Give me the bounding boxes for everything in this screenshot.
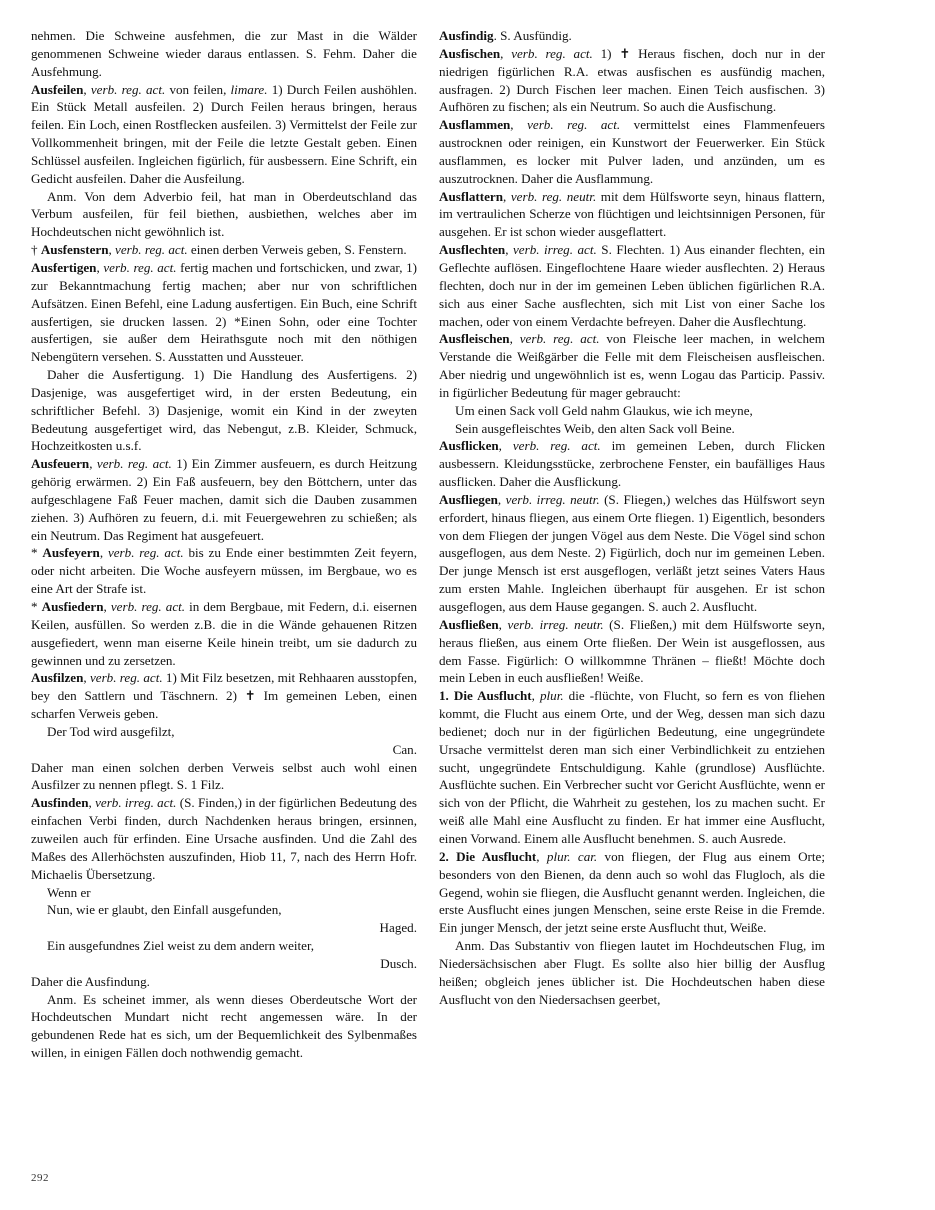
headword: Ausfinden <box>31 795 89 811</box>
entry-marker: * <box>31 599 42 614</box>
entry-text: vermittelst eines Flammenfeuers austrocknen oder reinigen, ein Kunstwort der Feuerwerker. Ein Stück ausflammen, es locker mit Pulver laden, und anzünden, um es auszutrocknen. Daher die Ausflammung. <box>439 117 825 186</box>
entry-text: , <box>503 188 511 204</box>
entry-text: , <box>498 438 513 454</box>
right-column <box>439 27 825 1008</box>
entry-text: , <box>505 242 513 258</box>
entry-text: , <box>96 259 104 275</box>
headword: Ausfeuern <box>31 456 90 472</box>
headword: Ausflechten <box>439 242 506 258</box>
entry-text: , <box>89 456 97 472</box>
dictionary-entry <box>439 330 825 401</box>
headword: Ausflattern <box>439 188 504 204</box>
verse-source: Dusch. <box>380 955 417 971</box>
grammar-label: verb. irreg. neutr. <box>507 616 604 632</box>
headword: Ausflammen <box>439 117 511 133</box>
dictionary-entry <box>439 188 825 242</box>
annotation-paragraph: Daher die Ausfertigung. 1) Die Handlung des Ausfertigens. 2) Dasjenige, was ausgefertiget wird, in der ersten Bedeutung, ein schriftlicher Befehl. 3) Dasjenige, womit ein Kind in der zweyten Bedeutung ausgefertiget wird, das Nebengut, z.B. Kleider, Schmuck, Hochzeitkosten u.s.f. <box>31 367 417 454</box>
entry-text: (S. Finden,) in der figürlichen Bedeutung des einfachen Verbi finden, durch Nachdenken heraus bringen, ersinnen, zuweilen auch für erfinden. Eine Ursache ausfinden. Und die Zahl des Maßes des Allerhöchsten auszufinden, Hiob 11, 7, nach des Herrn Hofr. Michaelis Übersetzung. <box>31 795 418 882</box>
grammar-label: verb. reg. act. <box>511 45 593 61</box>
entry-text: in dem Bergbaue, mit Federn, d.i. eisernen Keilen, ausfüllen. So werden z.B. die in die Wände gehauenen Ritzen ausgefiedert, wenn man eiserne Keile hinein treibt, um sie dadurch zu gewinnen und zu zersetzen. <box>31 599 418 668</box>
entry-text: , <box>498 616 508 632</box>
dictionary-entry <box>31 259 417 366</box>
grammar-label: verb. reg. act. <box>512 438 601 454</box>
entry-text: S. Flechten. 1) Aus einander flechten, ein Geflechte auflösen. Eingeflochtene Haare wieder ausflechten. 2) Heraus flechten, doch nur in der im gemeinen Leben üblichen figürlichen R.A. sich aus einer Sache ausflechten, sich mit List von einer Sache los machen, oder von einem Verdachte befreyen. Daher die Ausflechtung. <box>439 242 825 329</box>
entry-text: fertig machen und fortschicken, und zwar, 1) zur Bekanntmachung fertig machen; aber nur von schriftlichen Aufsätzen. Einen Befehl, eine Ladung ausfertigen. Ein Buch, eine Schrift ausfertigen, sie drucken lassen. 2) *Einen Sohn, oder eine Tochter ausfertigen, sie außer dem Heirathsgute noch mit den nöthigen Nebengütern versehen. S. Ausstatten und Aussteuer. <box>31 259 417 365</box>
grammar-label: verb. reg. act. <box>527 117 621 133</box>
verse-line: Sein ausgefleischtes Weib, den alten Sack voll Beine. <box>455 420 735 436</box>
dictionary-entry <box>31 794 417 883</box>
entry-text: von Fleische leer machen, in welchem Verstande die Weißgärber die Felle mit dem Fleischeisen ausfleischen. Aber niedrig und ungewöhnlich ist es, wenn Logau das Particip. Passiv. in figürlicher Bedeutung für mager gebraucht: <box>439 331 825 400</box>
headword: Ausfließen <box>439 616 499 632</box>
entry-text: bis zu Ende einer bestimmten Zeit feyern, oder nicht arbeiten. Die Woche ausfeyern müssen, im Bergbaue, wo es eine Art der Strafe ist. <box>31 545 417 597</box>
text-paragraph: nehmen. Die Schweine ausfehmen, die zur Mast in die Wälder genommenen Schweine wieder daraus entlassen. S. Fehm. Daher die Ausfehmung. <box>31 28 417 79</box>
entry-text: , <box>83 81 91 97</box>
entry-text: einen derben Verweis geben, S. Fenstern. <box>187 242 407 258</box>
headword: Ausfliegen <box>439 491 498 507</box>
headword: Ausfeilen <box>31 81 84 97</box>
grammar-label: verb. irreg. act. <box>95 795 177 811</box>
grammar-label: verb. reg. act. <box>103 259 177 275</box>
grammar-label: verb. reg. neutr. <box>510 188 597 204</box>
page-number: 292 <box>31 1172 49 1184</box>
entry-text: , <box>510 117 528 133</box>
verse-source: Haged. <box>379 920 417 936</box>
verse-line: Der Tod wird ausgefilzt, <box>47 723 175 739</box>
grammar-label: verb. reg. act. <box>115 242 188 258</box>
dictionary-entry <box>439 491 825 616</box>
dictionary-entry <box>31 544 417 598</box>
entry-text: (S. Fließen,) mit dem Hülfsworte seyn, heraus fließen, aus einem Orte fließen. Der Wein ist ausgeflossen, aus dem Fasse. Figürlich: O willkommne Thränen – fließt! Möchte doch mein Leben in euch ausfließen! Weiße. <box>439 616 826 686</box>
grammar-label: verb. reg. act. <box>90 81 166 97</box>
dictionary-entry <box>439 27 825 45</box>
verse-line: Ein ausgefundnes Ziel weist zu dem andern weiter, <box>47 938 315 954</box>
entry-text: von feilen, <box>165 81 231 97</box>
entry-text: , <box>103 599 111 614</box>
left-column <box>31 27 417 1062</box>
text-paragraph: Daher die Ausfindung. <box>31 973 150 989</box>
entry-text: , <box>88 795 96 811</box>
headword: Ausfiedern <box>41 599 104 614</box>
text-paragraph: Daher man einen solchen derben Verweis selbst auch wohl einen Ausfilzer zu nennen pflegt. S. 1 Filz. <box>31 759 417 793</box>
entry-text: 1) ✝ Heraus fischen, doch nur in der niedrigen figürlichen R.A. etwas ausfischen es ausfündig machen, ausfragen. 2) Durch Fischen leer machen. Einen Teich ausfischen. 3) Aufhören zu fischen; als ein Neutrum. So auch die Ausfischung. <box>439 45 825 115</box>
entry-text: 1) Mit Filz besetzen, mit Rehhaaren ausstopfen, bey den Sattlern und Täschnern. 2) ✝ Im gemeinen Leben, einen scharfen Verweis geben. <box>31 670 418 722</box>
entry-text: die -flüchte, von Flucht, so fern es von fliehen kommt, die Flucht aus einem Orte, und der Weg, dessen man sich dazu bedienet; doch nur in der figürlichen Bedeutung, eine ungegründete Ursache vermittelst deren man sich einer Verbindlichkeit zu entziehen sucht, ungegründete Entschuldigung. Kahle (grundlose) Ausflüchte. Ausflüchte suchen. Ein Verbrecher sucht vor Gericht Ausflüchte, wenn er sich von der Pflicht, die Wahrheit zu gestehen, los zu machen sucht. Er weiß alle Mahl eine Ausflucht zu finden. Er hat immer eine Ausflucht, einen Vorwand. Einem alle Ausflucht benehmen. S. auch Ausrede. <box>439 688 825 846</box>
entry-text: . S. Ausfündig. <box>493 28 572 43</box>
latin-term: limare. <box>230 81 268 97</box>
grammar-label: verb. irreg. act. <box>512 242 597 258</box>
dictionary-entry <box>439 687 825 848</box>
headword: 1. Die Ausflucht <box>439 688 532 704</box>
entry-text: , <box>531 688 540 704</box>
headword: Ausfischen <box>439 45 501 61</box>
headword: Ausfleischen <box>439 331 510 347</box>
dictionary-entry <box>31 81 417 188</box>
grammar-label: plur. car. <box>546 848 598 864</box>
entry-text: , <box>99 545 108 561</box>
dictionary-entry <box>439 616 825 687</box>
entry-text: mit dem Hülfsworte seyn, hinaus flattern, im vertraulichen Scherze von flüchtigen und leichtsinnigen Personen, für ausgehen. Er ist schon wieder ausgeflattert. <box>439 188 826 240</box>
headword: Ausfilzen <box>31 670 84 686</box>
grammar-label: verb. reg. act. <box>110 599 186 614</box>
dictionary-entry <box>439 116 825 187</box>
entry-text: von fliegen, der Flug aus einem Orte; besonders von den Bienen, da denn auch so wohl das Flugloch, als die Gegend, wohin sie fliegen, die Ausflucht genannt werden. Ingleichen, die erste Ausflucht eines jungen Menschen, seine erste Reise in die Fremde. Ein junger Mensch, der jetzt seine erste Ausflucht thut, Weiße. <box>439 848 825 936</box>
dictionary-entry <box>31 669 417 723</box>
grammar-label: plur. <box>539 688 564 704</box>
dictionary-entry <box>31 598 417 669</box>
entry-text: 1) Ein Zimmer ausfeuern, es durch Heitzung gehörig erwärmen. 2) Ein Faß ausfeuern, bey den Böttchern, unter das aufgeschlagene Faß Feuer machen, damit sich die Dauben zusammen ziehen. 3) Aufhören zu feuern, d.i. mit Feuergewehren zu schießen; als ein Neutrum. Das Regiment hat ausgefeuert. <box>31 456 418 543</box>
verse-line: Nun, wie er glaubt, den Einfall ausgefunden, <box>47 902 282 918</box>
entry-text: , <box>497 491 506 507</box>
entry-text: , <box>536 848 547 864</box>
dictionary-entry <box>439 241 825 330</box>
dictionary-entry <box>31 455 417 544</box>
dictionary-entry <box>439 437 825 491</box>
grammar-label: verb. reg. act. <box>89 670 163 686</box>
headword: Ausflicken <box>439 438 499 454</box>
dictionary-entry <box>439 45 825 116</box>
annotation-paragraph: Anm. Es scheinet immer, als wenn dieses Oberdeutsche Wort der Hochdeutschen Mundart nicht recht angemessen wäre. In der gebundenen Rede hat es sich, um der Bequemlichkeit des Sylbenmaßes willen, in einigen Fällen doch nothwendig gemacht. <box>31 991 417 1061</box>
headword: Ausfindig <box>439 28 494 43</box>
grammar-label: verb. irreg. neutr. <box>505 491 600 507</box>
verse-line: Wenn er <box>47 884 91 900</box>
dictionary-entry <box>439 848 825 937</box>
entry-text: 1) Durch Feilen aushöhlen. Ein Stück Metall ausfeilen. 2) Durch Feilen heraus bringen, heraus feilen. Ein Loch, einen Rostflecken ausfeilen. 3) Vermittelst der Feile zur Vollkommenheit bringen, mit der Feile die letzte Gestalt geben. Einen Schlüssel ausfeilen. Ingleichen figürlich, für ausbessern. Eine Schrift, ein Gedicht ausfeilen. Daher die Ausfeilung. <box>31 81 417 186</box>
entry-text: (S. Fliegen,) welches das Hülfswort seyn erfordert, hinaus fliegen, aus einem Orte fliegen. 1) Eigentlich, besonders von dem Fliegen der jungen Vögel aus dem Neste. Die Vögel sind schon ausgeflogen, aus dem Neste. 2) Figürlich, doch nur im gemeinen Leben. Der junge Mensch ist erst ausgeflogen, verläßt jetzt seines Vaters Haus zum ersten Mahle. Ingleichen überhaupt für ausgehen. Er ist schon ausgeflogen, aus dem Hause gegangen. S. auch 2. Ausflucht. <box>439 491 825 614</box>
entry-text: , <box>108 242 116 258</box>
grammar-label: verb. reg. act. <box>519 331 600 347</box>
verse-line: Um einen Sack voll Geld nahm Glaukus, wie ich meyne, <box>455 402 753 418</box>
entry-text: , <box>83 670 90 686</box>
grammar-label: verb. reg. act. <box>107 545 184 561</box>
entry-marker: * <box>31 545 43 561</box>
headword: Ausfertigen <box>31 259 97 275</box>
headword: Ausfeyern <box>42 545 100 561</box>
grammar-label: verb. reg. act. <box>96 456 172 472</box>
verse-source: Can. <box>392 741 417 757</box>
entry-marker: † <box>31 242 41 258</box>
entry-text: , <box>500 45 512 61</box>
annotation-paragraph: Anm. Von dem Adverbio feil, hat man in Oberdeutschland das Verbum ausfeilen, für feil biethen, ausbiethen, welches aber im Hochdeutschen nicht gewöhnlich ist. <box>31 188 417 240</box>
entry-text: im gemeinen Leben, durch Flicken ausbessern. Kleidungsstücke, zerbrochene Fenster, ein baufälliges Haus ausflicken. Daher die Ausflickung. <box>439 438 825 490</box>
headword: 2. Die Ausflucht <box>439 848 537 864</box>
dictionary-entry <box>31 241 417 259</box>
entry-text: , <box>509 331 520 347</box>
annotation-paragraph: Anm. Das Substantiv von fliegen lautet im Hochdeutschen Flug, im Niedersächsischen aber Flugt. Es sollte also hier billig der Ausflug heißen; obgleich jenes üblicher ist. Die Hochdeutschen haben diese Ausflucht von den Niedersachsen geerbet, <box>439 938 825 1007</box>
headword: Ausfenstern <box>40 242 109 258</box>
